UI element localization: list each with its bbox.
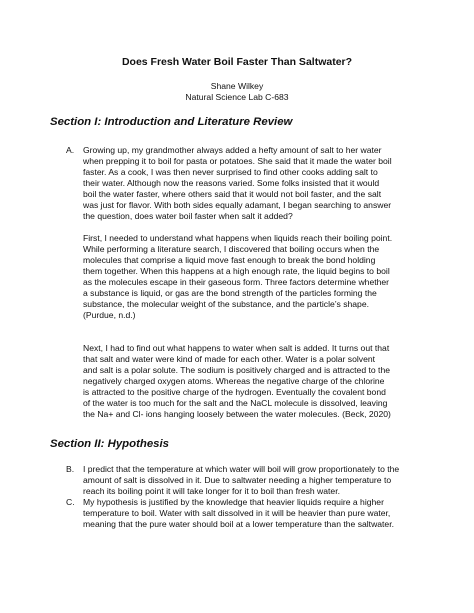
paragraph-a-1 bbox=[83, 145, 435, 222]
text-line: and salt is a polar solute. The sodium is positively charged and is attracted to the bbox=[83, 365, 390, 375]
text-line: them together. When this happens at a high enough rate, the liquid begins to boil bbox=[83, 266, 390, 276]
text-line: when prepping it to boil for pasta or potatoes. She said that it made the water boil bbox=[83, 156, 392, 166]
text-line: My hypothesis is justified by the knowledge that heavier liquids require a higher bbox=[83, 497, 384, 507]
paragraph-a-3 bbox=[83, 343, 435, 420]
item-letter-b: B. bbox=[66, 464, 75, 474]
text-line: temperature to boil. Water with salt dissolved in it will be heavier than pure water, bbox=[83, 508, 391, 518]
text-line: Next, I had to find out what happens to water when salt is added. It turns out that bbox=[83, 343, 390, 353]
text-line: negatively charged oxygen atoms. Whereas the negative charge of the chlorine bbox=[83, 376, 385, 386]
text-line: the Na+ and Cl- ions hanging loosely between the water molecules. (Beck, 2020) bbox=[83, 409, 391, 419]
text-line: boil the water faster, where others said that it would not boil faster, and the salt bbox=[83, 189, 382, 199]
text-line: the question, does water boil faster when salt it added? bbox=[83, 211, 293, 221]
section-1-heading: Section I: Introduction and Literature Review bbox=[50, 116, 293, 128]
section-2-heading: Section II: Hypothesis bbox=[50, 438, 169, 450]
item-letter-c: C. bbox=[66, 497, 75, 507]
text-line: I predict that the temperature at which water will boil will grow proportionately to the bbox=[83, 464, 400, 474]
paragraph-a-2 bbox=[83, 233, 435, 321]
text-line: While performing a literature search, I discovered that boiling occurs when the bbox=[83, 244, 380, 254]
text-line: (Purdue, n.d.) bbox=[83, 310, 136, 320]
text-line: faster. As a cook, I was then never surprised to find other cooks adding salt to bbox=[83, 167, 378, 177]
text-line: reach its boiling point it will take longer for it to boil than fresh water. bbox=[83, 486, 340, 496]
text-line: molecules that comprise a liquid move fast enough to break the bond holding bbox=[83, 255, 376, 265]
text-line: was just for flavor. With both sides equally adamant, I began searching to answer bbox=[83, 200, 392, 210]
text-line: substance, the molecular weight of the substance, and the particle’s shape. bbox=[83, 299, 369, 309]
text-line: a substance is liquid, or gas are the bond strength of the particles forming the bbox=[83, 288, 377, 298]
document-title: Does Fresh Water Boil Faster Than Saltwater? bbox=[121, 56, 353, 68]
paragraph-b bbox=[83, 464, 435, 497]
item-letter-a: A. bbox=[66, 145, 75, 155]
text-line: amount of salt is dissolved in it. Due to saltwater needing a higher temperature to bbox=[83, 475, 392, 485]
text-line: meaning that the pure water should boil at a lower temperature than the saltwater. bbox=[83, 519, 394, 529]
paragraph-c bbox=[83, 497, 435, 530]
text-line: Growing up, my grandmother always added a hefty amount of salt to her water bbox=[83, 145, 382, 155]
text-line: their water. Although now the reasons varied. Some folks insisted that it would bbox=[83, 178, 380, 188]
text-line: that salt and water were kind of made for each other. Water is a polar solvent bbox=[83, 354, 376, 364]
author-name: Shane Wilkey bbox=[210, 81, 264, 91]
text-line: is attracted to the positive charge of the hydrogen. Eventually the covalent bond bbox=[83, 387, 386, 397]
course-name: Natural Science Lab C-683 bbox=[185, 92, 289, 102]
text-line: First, I needed to understand what happens when liquids reach their boiling point. bbox=[83, 233, 393, 243]
text-line: of the water is too much for the salt and the NaCL molecule is dissolved, leaving bbox=[83, 398, 388, 408]
text-line: as the molecules escape in their gaseous form. Three factors determine whether bbox=[83, 277, 390, 287]
